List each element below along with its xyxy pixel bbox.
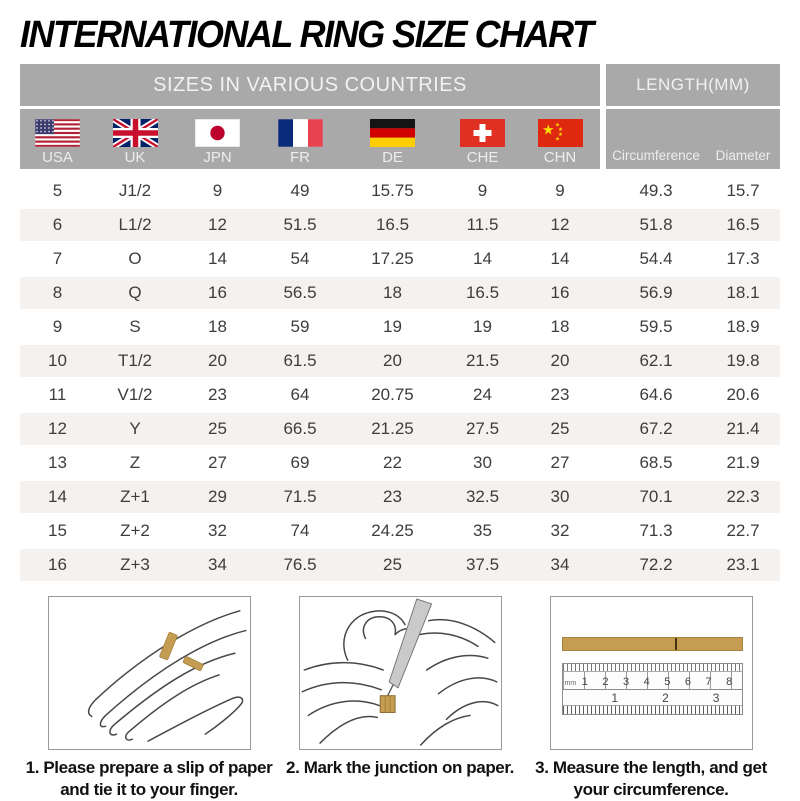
column-usa xyxy=(20,109,95,169)
table-row xyxy=(20,242,780,276)
table-cell: 18 xyxy=(208,317,227,336)
table-cell: 14 xyxy=(473,249,492,268)
ruler-inch-number: 3 xyxy=(712,690,720,705)
table-cell: 69 xyxy=(290,453,310,472)
table-cell: 35 xyxy=(473,521,492,540)
table-header-bar xyxy=(20,64,780,106)
table-cell: 21.9 xyxy=(726,453,760,472)
table-cell: 9 xyxy=(555,181,565,200)
table-cell: 25 xyxy=(550,419,570,438)
table-cell: 9 xyxy=(212,181,223,200)
table-cell: Z+3 xyxy=(120,555,150,574)
table-row xyxy=(20,310,780,344)
table-cell: Z+1 xyxy=(120,487,150,506)
ruler-cm-number: 7 xyxy=(705,675,712,688)
junction-mark xyxy=(675,638,677,650)
table-cell: 7 xyxy=(52,249,63,268)
table-cell: 27 xyxy=(550,453,570,472)
column-de xyxy=(340,109,445,169)
countries-header: SIZES IN VARIOUS COUNTRIES xyxy=(20,64,600,106)
table-row xyxy=(20,378,780,412)
table-cell: 21.4 xyxy=(726,419,760,438)
table-cell: 23.1 xyxy=(726,555,760,574)
table-cell: 54 xyxy=(290,249,310,268)
table-cell: 51.5 xyxy=(283,215,317,234)
table-cell: 16 xyxy=(550,283,570,302)
ruler-cm-number: 8 xyxy=(726,675,733,688)
svg-text:★: ★ xyxy=(557,127,563,133)
table-cell: 64 xyxy=(290,385,310,404)
table-cell: O xyxy=(128,249,142,268)
france-flag-icon xyxy=(278,119,323,147)
table-cell: 74 xyxy=(290,521,310,540)
marking-paper-illustration xyxy=(299,596,502,750)
table-cell: S xyxy=(129,317,141,336)
table-cell: 16 xyxy=(48,555,67,574)
ruler-cm-number: 3 xyxy=(623,675,630,688)
table-cell: 10 xyxy=(48,351,67,370)
svg-text:★: ★ xyxy=(557,132,563,138)
table-cell: 20 xyxy=(550,351,570,370)
ruler-unit-label: mm xyxy=(564,679,577,687)
table-cell: 23 xyxy=(383,487,402,506)
table-cell: 20 xyxy=(383,351,402,370)
table-cell: 21.5 xyxy=(465,351,500,370)
table-cell: 15.75 xyxy=(371,181,414,200)
table-cell: 70.1 xyxy=(639,487,673,506)
ruler-cm-scale xyxy=(563,672,742,689)
table-cell: 14 xyxy=(48,487,67,506)
ruler-wrap xyxy=(551,597,752,749)
table-cell: 20 xyxy=(208,351,227,370)
diameter-column-label: Diameter xyxy=(715,147,771,163)
table-cell: 32 xyxy=(550,521,570,540)
table-cell: V1/2 xyxy=(117,385,153,404)
step-caption: 2. Mark the junction on paper. xyxy=(286,758,514,777)
table-cell: 12 xyxy=(550,215,570,234)
instruction-step-2 xyxy=(275,596,525,801)
column-che xyxy=(445,109,520,169)
table-row xyxy=(20,446,780,480)
table-cell: 71.3 xyxy=(639,521,673,540)
flags-section xyxy=(20,109,600,169)
column-label: UK xyxy=(124,149,146,166)
ruler-icon xyxy=(562,663,743,715)
ruler-inch-number: 1 xyxy=(611,690,619,705)
table-cell: J1/2 xyxy=(118,181,152,200)
step-caption: 3. Measure the length, and get your circumference. xyxy=(535,758,767,799)
table-cell: 18.9 xyxy=(726,317,760,336)
table-cell: 17.25 xyxy=(371,249,414,268)
table-row xyxy=(20,276,780,310)
table-cell: 24 xyxy=(473,385,492,404)
table-cell: 12 xyxy=(208,215,227,234)
ruler-inch-number: 2 xyxy=(662,690,669,705)
table-cell: 11.5 xyxy=(466,215,499,234)
table-cell: 25 xyxy=(383,555,402,574)
table-cell: 49 xyxy=(290,181,310,200)
table-cell: 5 xyxy=(52,181,63,200)
table-cell: 30 xyxy=(550,487,570,506)
svg-text:★: ★ xyxy=(554,122,560,129)
table-cell: 16.5 xyxy=(726,215,760,234)
paper-strip xyxy=(562,637,743,651)
table-cell: 22.7 xyxy=(726,521,760,540)
table-cell: 15 xyxy=(48,521,67,540)
table-cell: 29 xyxy=(208,487,227,506)
column-jpn xyxy=(175,109,260,169)
table-cell: Y xyxy=(129,419,141,438)
table-cell: 23 xyxy=(550,385,570,404)
table-cell: 11 xyxy=(48,385,67,404)
table-cell: 18 xyxy=(550,317,570,336)
table-cell: 19.8 xyxy=(726,351,760,370)
table-cell: 22.3 xyxy=(726,487,760,506)
table-cell: 16.5 xyxy=(465,283,500,302)
table-cell: 24.25 xyxy=(371,521,414,540)
table-cell: 6 xyxy=(52,215,63,234)
flags-row xyxy=(20,109,780,169)
ruler-inch-ticks xyxy=(563,705,742,714)
table-cell: Q xyxy=(128,283,142,302)
svg-text:★: ★ xyxy=(541,122,555,139)
table-cell: 25 xyxy=(208,419,227,438)
table-row xyxy=(20,174,780,208)
table-cell: 19 xyxy=(383,317,402,336)
table-row xyxy=(20,344,780,378)
column-fr xyxy=(260,109,340,169)
table-cell: 59.5 xyxy=(639,317,673,336)
size-table-body xyxy=(20,174,780,582)
table-cell: 72.2 xyxy=(639,555,673,574)
table-cell: 12 xyxy=(48,419,67,438)
column-label: USA xyxy=(42,149,73,166)
instruction-step-3 xyxy=(526,596,776,801)
table-cell: 18 xyxy=(383,283,402,302)
table-cell: 34 xyxy=(208,555,227,574)
table-cell: 9 xyxy=(477,181,488,200)
table-cell: 9 xyxy=(52,317,63,336)
ruler-inch-scale xyxy=(563,689,742,705)
table-row xyxy=(20,514,780,548)
table-cell: 76.5 xyxy=(283,555,317,574)
length-subheaders xyxy=(606,109,780,169)
table-cell: 18.1 xyxy=(726,283,760,302)
usa-flag-icon xyxy=(35,119,80,147)
table-cell: 14 xyxy=(208,249,227,268)
table-cell: 14 xyxy=(550,249,570,268)
table-cell: Z xyxy=(129,453,141,472)
hand-sketch-icon xyxy=(49,597,250,749)
table-cell: 49.3 xyxy=(639,181,673,200)
china-flag-icon xyxy=(538,119,583,147)
column-chn xyxy=(520,109,600,169)
column-label: CHN xyxy=(543,149,577,166)
column-label: DE xyxy=(382,149,403,166)
table-row xyxy=(20,548,780,582)
table-cell: 67.2 xyxy=(639,419,673,438)
table-cell: 20.75 xyxy=(371,385,414,404)
table-cell: 16.5 xyxy=(375,215,410,234)
germany-flag-icon xyxy=(370,119,415,147)
hand-with-paper-illustration xyxy=(48,596,251,750)
table-cell: 22 xyxy=(383,453,402,472)
step-caption: 1. Please prepare a slip of paper and tie it to your finger. xyxy=(25,758,273,799)
ruler-mm-ticks xyxy=(563,664,742,672)
table-cell: 13 xyxy=(48,453,67,472)
table-cell: 19 xyxy=(473,317,492,336)
table-cell: 66.5 xyxy=(283,419,317,438)
table-cell: 62.1 xyxy=(639,351,673,370)
table-cell: 32.5 xyxy=(465,487,500,506)
page-title: INTERNATIONAL RING SIZE CHART xyxy=(20,12,593,56)
table-cell: 37.5 xyxy=(465,555,500,574)
table-cell: Z+2 xyxy=(120,521,150,540)
table-cell: 68.5 xyxy=(639,453,673,472)
table-cell: L1/2 xyxy=(118,215,152,234)
ruler-cm-number: 4 xyxy=(643,675,650,688)
svg-text:★: ★ xyxy=(554,136,560,143)
table-cell: 20.6 xyxy=(726,385,760,404)
table-cell: 54.4 xyxy=(639,249,673,268)
table-cell: 56.5 xyxy=(283,283,317,302)
ruler-cm-number: 6 xyxy=(684,675,691,688)
table-cell: 61.5 xyxy=(283,351,317,370)
circumference-column-label: Circumference xyxy=(612,147,700,163)
table-row xyxy=(20,208,780,242)
table-row xyxy=(20,412,780,446)
table-cell: 27 xyxy=(208,453,227,472)
column-label: JPN xyxy=(203,149,232,166)
table-cell: 56.9 xyxy=(639,283,673,302)
ruler-cm-number: 2 xyxy=(602,675,609,688)
table-cell: T1/2 xyxy=(117,351,153,370)
instructions-section xyxy=(20,596,780,801)
table-cell: 27.5 xyxy=(465,419,500,438)
switzerland-flag-icon xyxy=(460,119,505,147)
table-cell: 51.8 xyxy=(639,215,673,234)
japan-flag-icon xyxy=(195,119,240,147)
table-cell: 15.7 xyxy=(726,181,760,200)
table-cell: 17.3 xyxy=(726,249,760,268)
table-cell: 16 xyxy=(208,283,227,302)
ruler-cm-number: 5 xyxy=(664,675,671,688)
ruler-cm-number: 1 xyxy=(581,675,588,688)
ruler-illustration xyxy=(550,596,753,750)
table-cell: 32 xyxy=(208,521,227,540)
column-label: FR xyxy=(290,149,310,166)
table-cell: 59 xyxy=(290,317,310,336)
table-cell: 8 xyxy=(52,283,63,302)
length-header: LENGTH(MM) xyxy=(606,64,780,106)
table-cell: 23 xyxy=(208,385,227,404)
column-label: CHE xyxy=(466,149,499,166)
table-cell: 21.25 xyxy=(371,419,414,438)
table-cell: 71.5 xyxy=(283,487,317,506)
table-cell: 64.6 xyxy=(639,385,673,404)
marking-hands-sketch-icon xyxy=(300,597,501,749)
table-cell: 30 xyxy=(473,453,492,472)
table-row xyxy=(20,480,780,514)
table-cell: 34 xyxy=(550,555,570,574)
uk-flag-icon xyxy=(113,119,158,147)
instruction-step-1 xyxy=(24,596,274,801)
column-uk xyxy=(95,109,175,169)
